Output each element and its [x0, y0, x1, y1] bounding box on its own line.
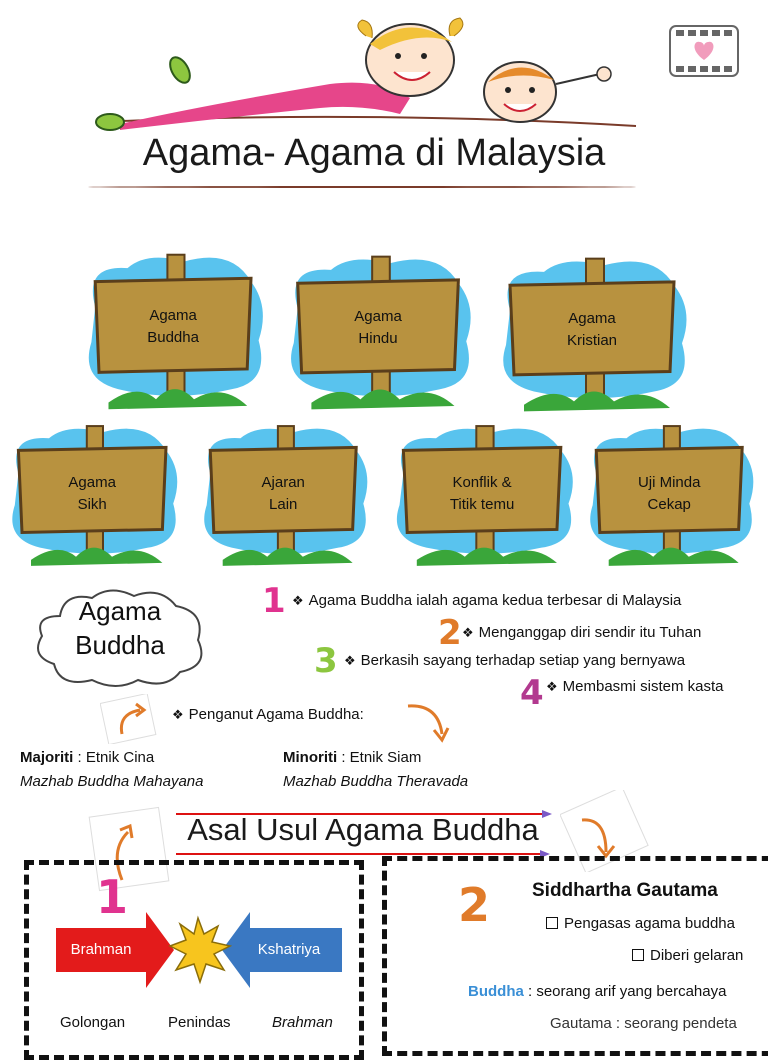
- minority-line: [283, 746, 421, 770]
- sign-label: Uji Minda Cekap: [637, 473, 701, 513]
- sign-label: Agama Sikh: [68, 473, 116, 513]
- origin-number-2: 2: [458, 878, 491, 932]
- sign-agama-hindu[interactable]: [282, 250, 478, 416]
- film-heart-icon: [668, 22, 740, 80]
- arrow-label-right: Kshatriya: [257, 941, 321, 958]
- sign-label: Konflik & Titik temu: [449, 473, 515, 513]
- page-title: Agama- Agama di Malaysia: [142, 132, 606, 174]
- sign-label: Agama Buddha: [147, 307, 199, 347]
- majority-label: Majoriti: [20, 749, 74, 766]
- sign-label: Ajaran Lain: [261, 473, 305, 513]
- minority-value: : Etnik Siam: [337, 749, 422, 766]
- majority-school: Mazhab Buddha Mahayana: [20, 773, 204, 790]
- cloud-title: Agama Buddha: [75, 596, 165, 660]
- box1-bottom-3: Brahman: [272, 1014, 333, 1031]
- followers-heading: [172, 706, 364, 723]
- majority-line: [20, 746, 154, 770]
- point-3-text: Berkasih sayang terhadap setiap yang bernyawa: [360, 652, 686, 669]
- followers-heading-text: Penganut Agama Buddha:: [188, 706, 364, 723]
- siddhartha-heading: Siddhartha Gautama: [532, 880, 718, 901]
- point-number-1: 1: [262, 581, 286, 621]
- minority-school: Mazhab Buddha Theravada: [283, 773, 469, 790]
- origin-item-2: [632, 944, 743, 968]
- buddha-definition: [468, 980, 726, 1004]
- point-1-text: Agama Buddha ialah agama kedua terbesar di Malaysia: [308, 592, 682, 609]
- point-3: [344, 652, 685, 669]
- curved-arrow-up-icon: [100, 694, 160, 744]
- minority-label: Minoriti: [283, 749, 338, 766]
- sign-konflik-titik-temu[interactable]: [388, 420, 580, 572]
- diamond-bullet-icon: ❖: [172, 707, 184, 722]
- origin-number-1: 1: [96, 870, 129, 924]
- point-number-3: 3: [314, 641, 338, 681]
- diamond-bullet-icon: ❖: [344, 653, 356, 668]
- point-4-text: Membasmi sistem kasta: [562, 678, 724, 695]
- sign-ajaran-lain[interactable]: [196, 420, 374, 572]
- point-number-4: 4: [520, 673, 544, 713]
- curved-arrow-down-icon: [398, 694, 458, 748]
- origin-item-1-text: Pengasas agama buddha: [564, 915, 735, 932]
- sign-label: Agama Kristian: [566, 310, 618, 350]
- point-2-text: Menganggap diri sendir itu Tuhan: [478, 624, 702, 641]
- gautama-line-partial: Gautama : seorang pendeta: [550, 1015, 737, 1032]
- box1-bottom-2: Penindas: [168, 1014, 231, 1031]
- point-2: [462, 624, 701, 641]
- sign-agama-sikh[interactable]: [4, 420, 184, 572]
- origin-item-1: [546, 912, 735, 936]
- diamond-bullet-icon: ❖: [462, 625, 474, 640]
- title-underline: [88, 186, 636, 188]
- point-1: [292, 592, 681, 609]
- arrow-label-left: Brahman: [70, 941, 132, 958]
- checkbox-icon: [546, 917, 558, 929]
- origin-banner-title: Asal Usul Agama Buddha: [187, 812, 539, 847]
- sign-agama-kristian[interactable]: [494, 252, 694, 418]
- sign-agama-buddha[interactable]: [80, 248, 270, 416]
- checkbox-icon: [632, 949, 644, 961]
- point-number-2: 2: [438, 613, 462, 653]
- kids-illustration: [80, 14, 640, 138]
- origin-item-2-text: Diberi gelaran: [650, 947, 744, 964]
- diamond-bullet-icon: ❖: [546, 679, 558, 694]
- diamond-bullet-icon: ❖: [292, 593, 304, 608]
- box1-bottom-1: Golongan: [60, 1014, 126, 1031]
- point-4: [546, 678, 724, 695]
- buddha-term: Buddha: [468, 983, 524, 1000]
- sign-uji-minda-cekap[interactable]: [582, 420, 760, 572]
- buddha-def-text: : seorang arif yang bercahaya: [523, 983, 727, 1000]
- sign-label: Agama Hindu: [354, 308, 402, 348]
- majority-value: : Etnik Cina: [73, 749, 155, 766]
